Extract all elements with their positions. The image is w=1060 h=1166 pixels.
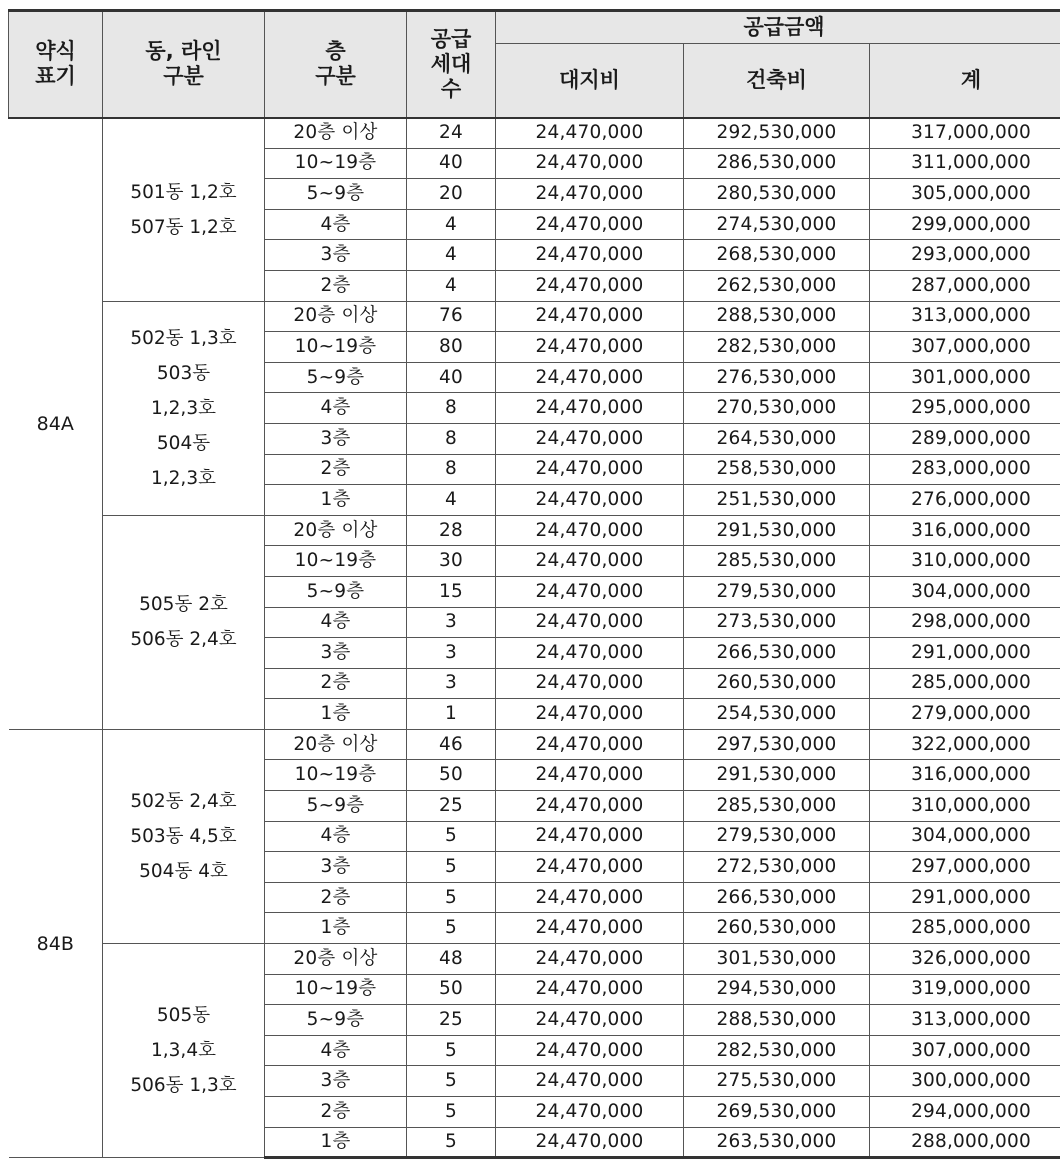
land-cost-cell: 24,470,000: [496, 118, 684, 149]
units-cell: 8: [407, 393, 496, 424]
construction-cost-cell: 280,530,000: [684, 179, 870, 210]
building-cell: [103, 515, 265, 729]
building-line: 505동: [156, 1005, 211, 1027]
floor-cell: 3층: [265, 1066, 407, 1097]
building-line: 506동 2,4호: [130, 629, 237, 651]
units-cell: 5: [407, 1097, 496, 1128]
land-cost-cell: 24,470,000: [496, 454, 684, 485]
floor-cell: 1층: [265, 485, 407, 516]
total-cost-cell: 297,000,000: [870, 852, 1060, 883]
building-line: 505동 2호: [139, 594, 228, 616]
construction-cost-cell: 282,530,000: [684, 1035, 870, 1066]
land-cost-cell: 24,470,000: [496, 362, 684, 393]
total-cost-cell: 291,000,000: [870, 638, 1060, 669]
floor-cell: 1층: [265, 913, 407, 944]
units-cell: 30: [407, 546, 496, 577]
floor-cell: 3층: [265, 423, 407, 454]
construction-cost-cell: 286,530,000: [684, 148, 870, 179]
floor-cell: 4층: [265, 607, 407, 638]
construction-cost-cell: 279,530,000: [684, 821, 870, 852]
units-cell: 4: [407, 485, 496, 516]
construction-cost-cell: 279,530,000: [684, 576, 870, 607]
total-cost-cell: 298,000,000: [870, 607, 1060, 638]
units-cell: 8: [407, 454, 496, 485]
units-cell: 76: [407, 301, 496, 332]
units-cell: 80: [407, 332, 496, 363]
units-cell: 25: [407, 791, 496, 822]
land-cost-cell: 24,470,000: [496, 1035, 684, 1066]
building-cell: [103, 944, 265, 1158]
construction-cost-cell: 266,530,000: [684, 882, 870, 913]
header-type: [9, 11, 103, 118]
floor-cell: 5~9층: [265, 179, 407, 210]
total-cost-cell: 317,000,000: [870, 118, 1060, 149]
units-cell: 46: [407, 729, 496, 760]
supply-price-table: [8, 9, 1060, 1159]
construction-cost-cell: 268,530,000: [684, 240, 870, 271]
total-cost-cell: 279,000,000: [870, 699, 1060, 730]
land-cost-cell: 24,470,000: [496, 638, 684, 669]
total-cost-cell: 301,000,000: [870, 362, 1060, 393]
total-cost-cell: 313,000,000: [870, 1005, 1060, 1036]
units-cell: 3: [407, 638, 496, 669]
units-cell: 5: [407, 821, 496, 852]
construction-cost-cell: 291,530,000: [684, 760, 870, 791]
header-floor-line: 구분: [315, 64, 356, 89]
floor-cell: 10~19층: [265, 546, 407, 577]
total-cost-cell: 299,000,000: [870, 209, 1060, 240]
units-cell: 5: [407, 913, 496, 944]
units-cell: 24: [407, 118, 496, 149]
construction-cost-cell: 297,530,000: [684, 729, 870, 760]
units-cell: 5: [407, 1127, 496, 1158]
construction-cost-cell: 260,530,000: [684, 668, 870, 699]
units-cell: 50: [407, 974, 496, 1005]
land-cost-cell: 24,470,000: [496, 729, 684, 760]
land-cost-cell: 24,470,000: [496, 944, 684, 975]
land-cost-cell: 24,470,000: [496, 393, 684, 424]
land-cost-cell: 24,470,000: [496, 974, 684, 1005]
floor-cell: 10~19층: [265, 760, 407, 791]
land-cost-cell: 24,470,000: [496, 1005, 684, 1036]
units-cell: 4: [407, 240, 496, 271]
table-row: [9, 118, 1060, 149]
land-cost-cell: 24,470,000: [496, 209, 684, 240]
land-cost-cell: 24,470,000: [496, 332, 684, 363]
construction-cost-cell: 266,530,000: [684, 638, 870, 669]
total-cost-cell: 276,000,000: [870, 485, 1060, 516]
total-cost-cell: 295,000,000: [870, 393, 1060, 424]
table-row: [9, 515, 1060, 546]
units-cell: 40: [407, 362, 496, 393]
construction-cost-cell: 291,530,000: [684, 515, 870, 546]
construction-cost-cell: 292,530,000: [684, 118, 870, 149]
construction-cost-cell: 282,530,000: [684, 332, 870, 363]
total-cost-cell: 283,000,000: [870, 454, 1060, 485]
units-cell: 1: [407, 699, 496, 730]
floor-cell: 4층: [265, 1035, 407, 1066]
table-body: [9, 118, 1060, 1158]
floor-cell: 2층: [265, 668, 407, 699]
building-line: 1,3,4호: [151, 1040, 216, 1062]
total-cost-cell: 307,000,000: [870, 1035, 1060, 1066]
construction-cost-cell: 251,530,000: [684, 485, 870, 516]
building-line: 503동 4,5호: [130, 825, 237, 847]
building-line: 504동 4호: [139, 860, 228, 882]
land-cost-cell: 24,470,000: [496, 148, 684, 179]
construction-cost-cell: 288,530,000: [684, 301, 870, 332]
land-cost-cell: 24,470,000: [496, 240, 684, 271]
units-cell: 8: [407, 423, 496, 454]
total-cost-cell: 310,000,000: [870, 546, 1060, 577]
floor-cell: 4층: [265, 821, 407, 852]
land-cost-cell: 24,470,000: [496, 882, 684, 913]
floor-cell: 4층: [265, 209, 407, 240]
total-cost-cell: 291,000,000: [870, 882, 1060, 913]
total-cost-cell: 304,000,000: [870, 576, 1060, 607]
units-cell: 28: [407, 515, 496, 546]
land-cost-cell: 24,470,000: [496, 423, 684, 454]
header-type-line: 약식: [35, 39, 76, 64]
header-construction: 건축비: [684, 44, 870, 118]
units-cell: 15: [407, 576, 496, 607]
construction-cost-cell: 276,530,000: [684, 362, 870, 393]
land-cost-cell: 24,470,000: [496, 270, 684, 301]
total-cost-cell: 289,000,000: [870, 423, 1060, 454]
land-cost-cell: 24,470,000: [496, 1127, 684, 1158]
header-floor-line: 층: [325, 39, 346, 64]
construction-cost-cell: 288,530,000: [684, 1005, 870, 1036]
units-cell: 5: [407, 852, 496, 883]
floor-cell: 20층 이상: [265, 944, 407, 975]
building-line: 504동: [156, 432, 211, 454]
floor-cell: 2층: [265, 1097, 407, 1128]
land-cost-cell: 24,470,000: [496, 913, 684, 944]
total-cost-cell: 304,000,000: [870, 821, 1060, 852]
header-building-line: 동, 라인: [145, 39, 222, 64]
building-cell: [103, 118, 265, 302]
units-cell: 3: [407, 668, 496, 699]
construction-cost-cell: 254,530,000: [684, 699, 870, 730]
units-cell: 5: [407, 1066, 496, 1097]
header-building-line: 구분: [163, 64, 204, 89]
total-cost-cell: 322,000,000: [870, 729, 1060, 760]
floor-cell: 1층: [265, 1127, 407, 1158]
land-cost-cell: 24,470,000: [496, 1066, 684, 1097]
total-cost-cell: 307,000,000: [870, 332, 1060, 363]
building-line: 502동 1,3호: [130, 327, 237, 349]
construction-cost-cell: 294,530,000: [684, 974, 870, 1005]
header-floor: [265, 11, 407, 118]
construction-cost-cell: 262,530,000: [684, 270, 870, 301]
construction-cost-cell: 285,530,000: [684, 791, 870, 822]
total-cost-cell: 294,000,000: [870, 1097, 1060, 1128]
units-cell: 20: [407, 179, 496, 210]
land-cost-cell: 24,470,000: [496, 179, 684, 210]
floor-cell: 2층: [265, 454, 407, 485]
land-cost-cell: 24,470,000: [496, 515, 684, 546]
floor-cell: 20층 이상: [265, 118, 407, 149]
total-cost-cell: 313,000,000: [870, 301, 1060, 332]
construction-cost-cell: 273,530,000: [684, 607, 870, 638]
construction-cost-cell: 301,530,000: [684, 944, 870, 975]
total-cost-cell: 285,000,000: [870, 913, 1060, 944]
total-cost-cell: 305,000,000: [870, 179, 1060, 210]
units-cell: 5: [407, 1035, 496, 1066]
total-cost-cell: 293,000,000: [870, 240, 1060, 271]
header-units-line: 수: [440, 76, 462, 101]
units-cell: 5: [407, 882, 496, 913]
land-cost-cell: 24,470,000: [496, 1097, 684, 1128]
land-cost-cell: 24,470,000: [496, 607, 684, 638]
building-line: 1,2,3호: [151, 397, 216, 419]
construction-cost-cell: 258,530,000: [684, 454, 870, 485]
floor-cell: 3층: [265, 638, 407, 669]
floor-cell: 3층: [265, 240, 407, 271]
header-land: 대지비: [496, 44, 684, 118]
floor-cell: 2층: [265, 882, 407, 913]
floor-cell: 5~9층: [265, 1005, 407, 1036]
floor-cell: 3층: [265, 852, 407, 883]
construction-cost-cell: 274,530,000: [684, 209, 870, 240]
construction-cost-cell: 263,530,000: [684, 1127, 870, 1158]
land-cost-cell: 24,470,000: [496, 668, 684, 699]
table-row: [9, 944, 1060, 975]
building-line: 506동 1,3호: [130, 1075, 237, 1097]
land-cost-cell: 24,470,000: [496, 760, 684, 791]
construction-cost-cell: 264,530,000: [684, 423, 870, 454]
header-units: [407, 11, 496, 118]
construction-cost-cell: 269,530,000: [684, 1097, 870, 1128]
header-total: 계: [870, 44, 1060, 118]
total-cost-cell: 310,000,000: [870, 791, 1060, 822]
header-row-1: [9, 11, 1060, 44]
table-header: [9, 11, 1060, 118]
land-cost-cell: 24,470,000: [496, 852, 684, 883]
building-line: 507동 1,2호: [130, 216, 237, 238]
units-cell: 25: [407, 1005, 496, 1036]
land-cost-cell: 24,470,000: [496, 699, 684, 730]
land-cost-cell: 24,470,000: [496, 821, 684, 852]
floor-cell: 10~19층: [265, 974, 407, 1005]
total-cost-cell: 326,000,000: [870, 944, 1060, 975]
table-row: [9, 729, 1060, 760]
units-cell: 3: [407, 607, 496, 638]
units-cell: 4: [407, 270, 496, 301]
header-type-line: 표기: [35, 64, 76, 89]
floor-cell: 10~19층: [265, 148, 407, 179]
total-cost-cell: 316,000,000: [870, 515, 1060, 546]
building-line: 501동 1,2호: [130, 181, 237, 203]
land-cost-cell: 24,470,000: [496, 791, 684, 822]
units-cell: 4: [407, 209, 496, 240]
floor-cell: 5~9층: [265, 362, 407, 393]
floor-cell: 10~19층: [265, 332, 407, 363]
table-row: [9, 301, 1060, 332]
floor-cell: 4층: [265, 393, 407, 424]
floor-cell: 5~9층: [265, 576, 407, 607]
header-supply-amount: 공급금액: [496, 11, 1060, 44]
construction-cost-cell: 272,530,000: [684, 852, 870, 883]
land-cost-cell: 24,470,000: [496, 576, 684, 607]
floor-cell: 1층: [265, 699, 407, 730]
supply-price-table-wrapper: [8, 9, 1060, 1159]
header-units-line: 세대: [430, 51, 472, 76]
units-cell: 40: [407, 148, 496, 179]
total-cost-cell: 285,000,000: [870, 668, 1060, 699]
building-cell: [103, 301, 265, 515]
total-cost-cell: 300,000,000: [870, 1066, 1060, 1097]
total-cost-cell: 311,000,000: [870, 148, 1060, 179]
total-cost-cell: 319,000,000: [870, 974, 1060, 1005]
floor-cell: 20층 이상: [265, 729, 407, 760]
total-cost-cell: 288,000,000: [870, 1127, 1060, 1158]
construction-cost-cell: 270,530,000: [684, 393, 870, 424]
construction-cost-cell: 285,530,000: [684, 546, 870, 577]
floor-cell: 5~9층: [265, 791, 407, 822]
building-line: 502동 2,4호: [130, 790, 237, 812]
floor-cell: 2층: [265, 270, 407, 301]
units-cell: 48: [407, 944, 496, 975]
type-cell: 84A: [9, 118, 103, 730]
land-cost-cell: 24,470,000: [496, 301, 684, 332]
floor-cell: 20층 이상: [265, 515, 407, 546]
floor-cell: 20층 이상: [265, 301, 407, 332]
total-cost-cell: 287,000,000: [870, 270, 1060, 301]
total-cost-cell: 316,000,000: [870, 760, 1060, 791]
construction-cost-cell: 260,530,000: [684, 913, 870, 944]
header-units-line: 공급: [430, 26, 472, 51]
type-cell: 84B: [9, 729, 103, 1157]
land-cost-cell: 24,470,000: [496, 485, 684, 516]
construction-cost-cell: 275,530,000: [684, 1066, 870, 1097]
building-line: 1,2,3호: [151, 467, 216, 489]
units-cell: 50: [407, 760, 496, 791]
building-line: 503동: [156, 362, 211, 384]
header-building: [103, 11, 265, 118]
land-cost-cell: 24,470,000: [496, 546, 684, 577]
building-cell: [103, 729, 265, 943]
